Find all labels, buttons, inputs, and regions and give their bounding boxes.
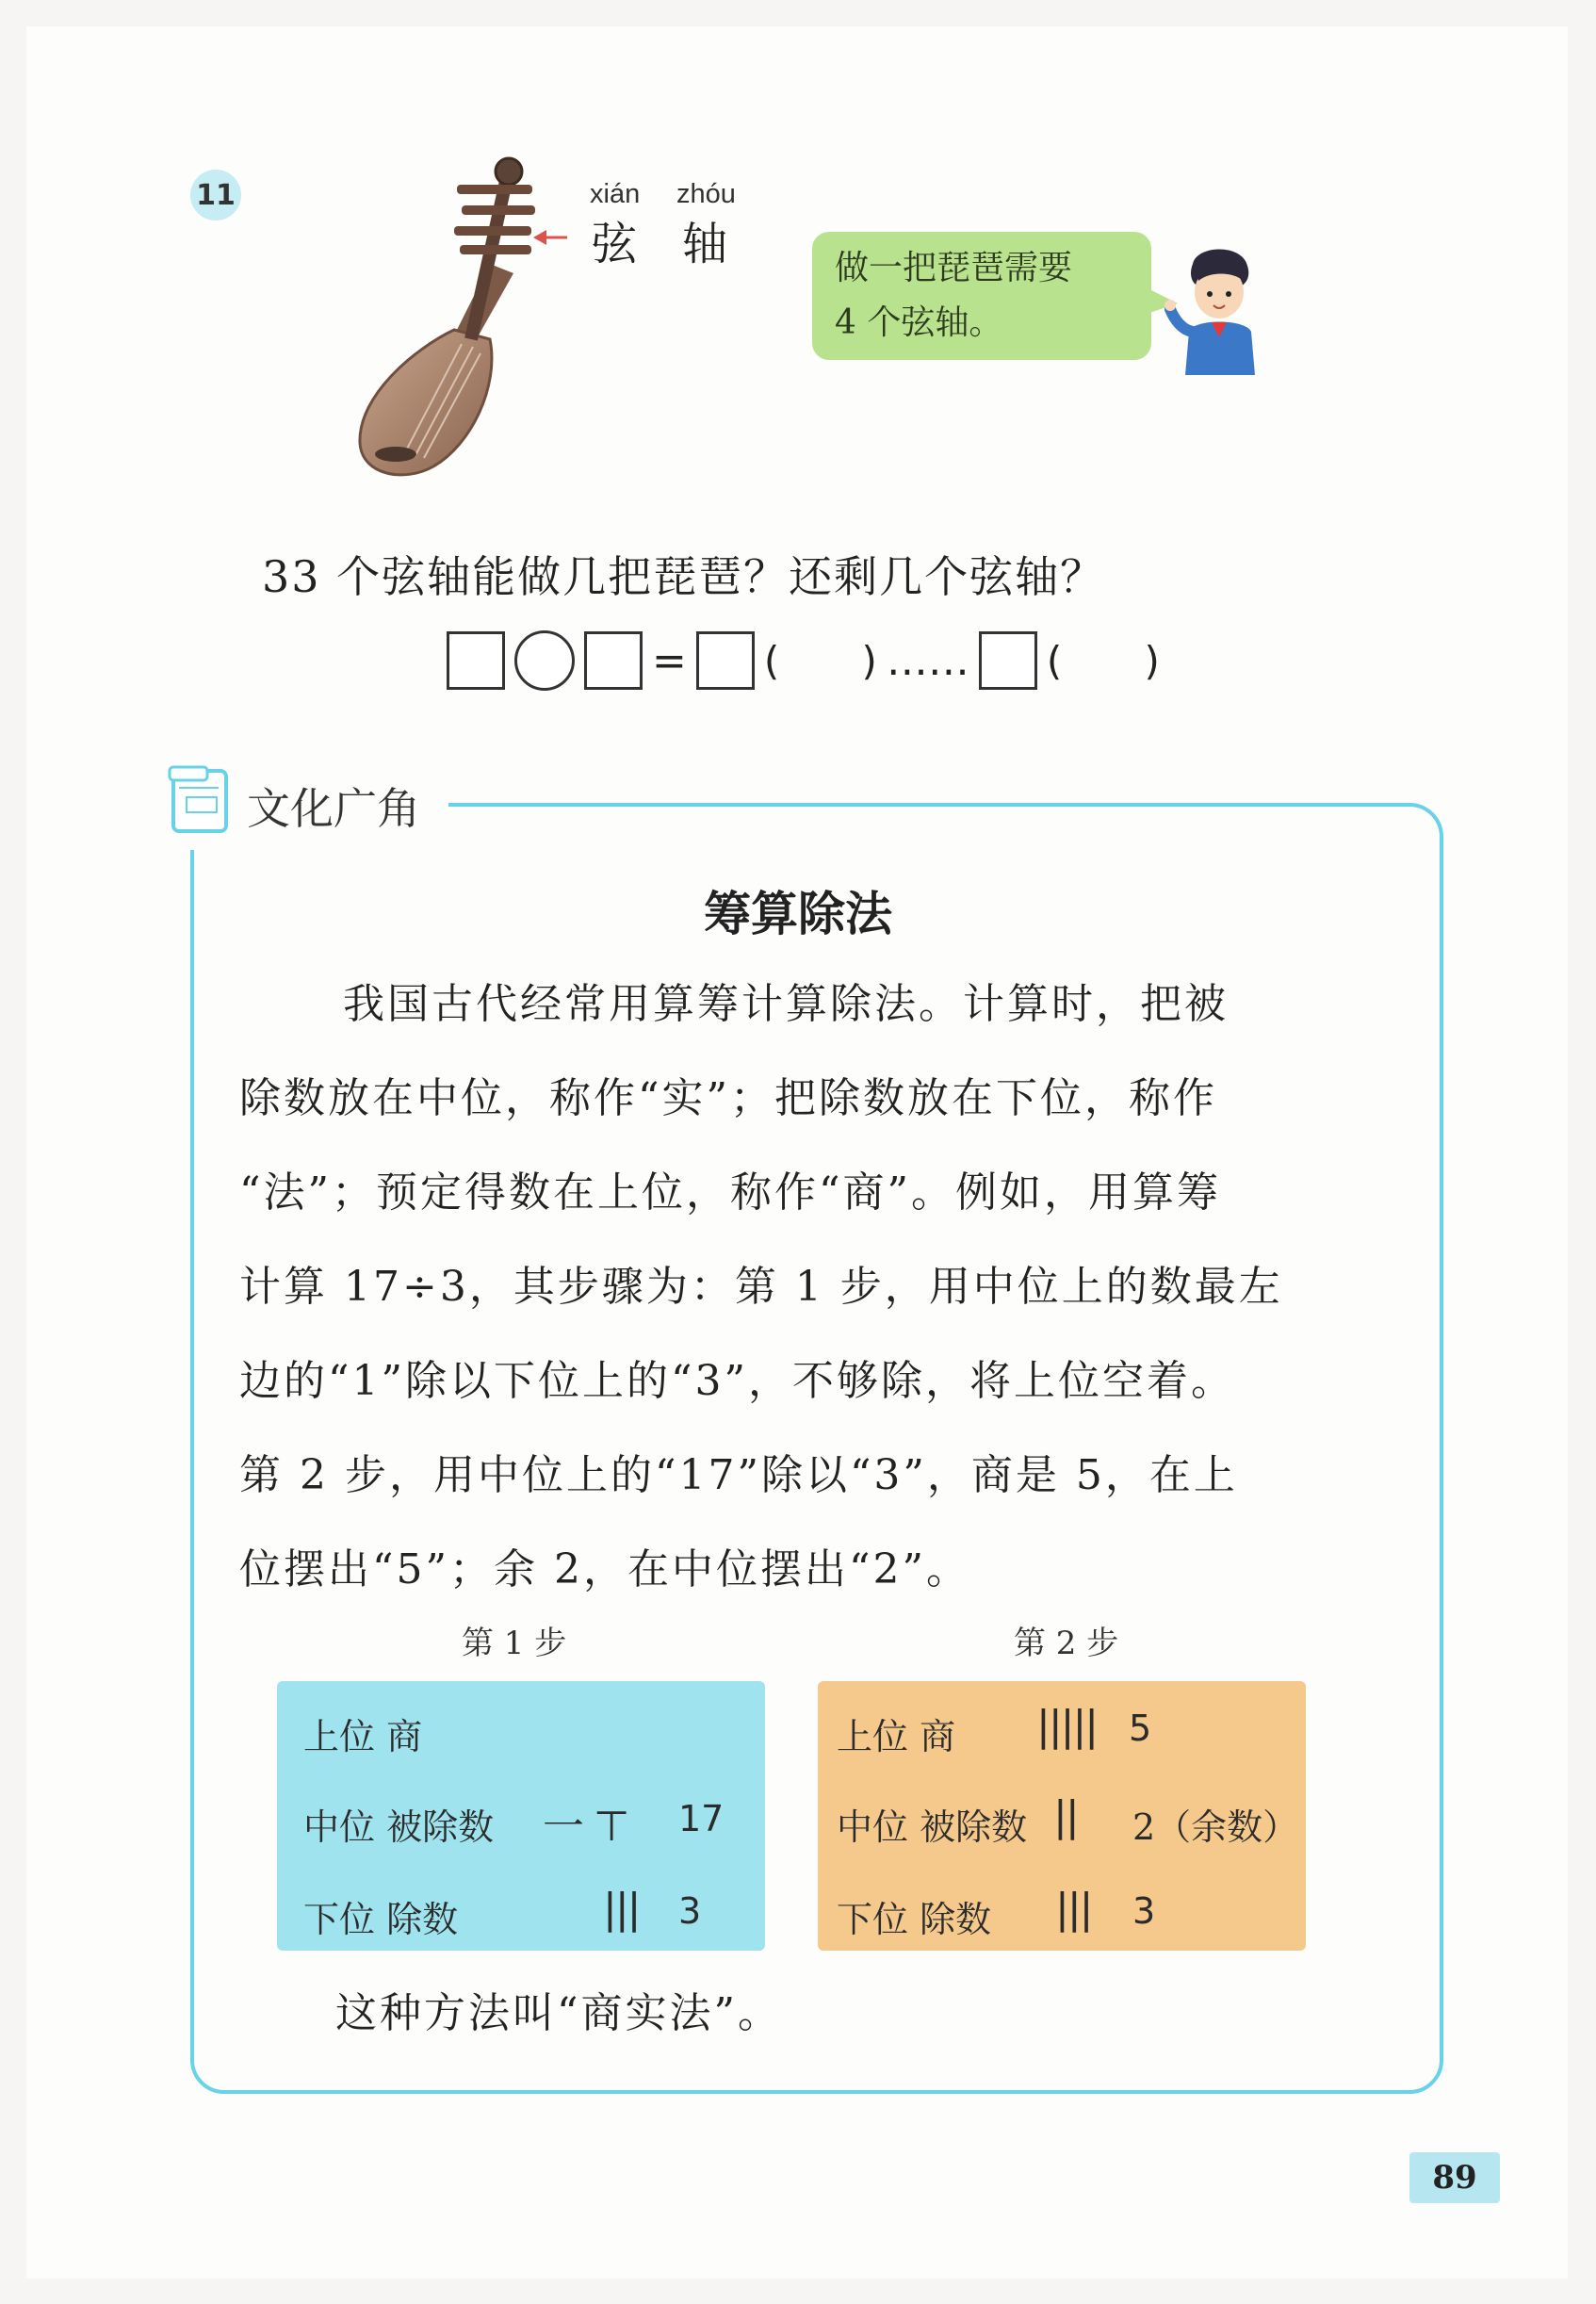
culture-section-title: 文化广角: [247, 783, 420, 834]
speech-text: [835, 241, 1136, 351]
label-zhou: 轴: [682, 218, 728, 270]
close-paren: ): [861, 637, 877, 684]
step1-middle-value: 17: [678, 1798, 725, 1839]
step2-label: 第 2 步: [1014, 1625, 1119, 1662]
open-paren: (: [763, 637, 780, 684]
unit-blank-remainder[interactable]: [1047, 638, 1160, 684]
step1-label: 第 1 步: [462, 1625, 567, 1662]
answer-box-remainder[interactable]: [979, 631, 1037, 690]
unit-blank-quotient[interactable]: [764, 638, 877, 684]
close-paren: ): [1144, 637, 1160, 684]
step2-upper-rods: |||||: [1036, 1702, 1098, 1750]
paragraph-line: 计算 17÷3，其步骤为：第 1 步，用中位上的数最左: [239, 1263, 1283, 1311]
step1-lower-rods: |||: [603, 1885, 640, 1933]
pinyin-xian: xián: [590, 179, 641, 209]
step2-middle-row: 中位 被除数: [837, 1806, 1028, 1848]
step2-upper-value: 5: [1129, 1708, 1152, 1749]
paragraph-line: 我国古代经常用算筹计算除法。计算时，把被: [343, 980, 1229, 1028]
step1-middle-row: 中位 被除数: [303, 1806, 495, 1848]
answer-box-quotient[interactable]: [696, 631, 755, 690]
speech-line-2: 4 个弦轴。: [835, 303, 1003, 342]
step2-middle-value: 2（余数）: [1132, 1806, 1299, 1848]
equals-sign: =: [652, 636, 687, 685]
step2-lower-row: 下位 除数: [837, 1899, 992, 1940]
step2-upper-row: 上位 商: [837, 1716, 956, 1757]
article-title: 筹算除法: [704, 887, 892, 941]
step2-lower-rods: |||: [1055, 1885, 1092, 1933]
boy-character: [1164, 243, 1268, 375]
step2-panel: [818, 1681, 1306, 1951]
book-icon: [166, 760, 237, 835]
step2-lower-value: 3: [1132, 1890, 1156, 1932]
pinyin-zhou: zhóu: [676, 179, 736, 209]
step1-lower-row: 下位 除数: [303, 1899, 459, 1940]
step2-middle-rods: ||: [1053, 1792, 1078, 1840]
paragraph-line: “法”；预定得数在上位，称作“商”。例如，用算筹: [239, 1168, 1221, 1217]
step1-panel: [277, 1681, 765, 1951]
step1-lower-value: 3: [678, 1890, 702, 1932]
paragraph-line: 边的“1”除以下位上的“3”，不够除，将上位空着。: [239, 1357, 1235, 1405]
operator-circle[interactable]: [514, 630, 575, 691]
paragraph-line: 除数放在中位，称作“实”；把除数放在下位，称作: [239, 1074, 1217, 1122]
problem-number-badge: 11: [190, 170, 241, 221]
question-text: 33 个弦轴能做几把琵琶？还剩几个弦轴？: [262, 551, 1106, 602]
answer-box-divisor[interactable]: [584, 631, 643, 690]
open-paren: (: [1046, 637, 1063, 684]
step1-middle-rods: 一 ⊤: [543, 1803, 628, 1851]
paragraph-line: 第 2 步，用中位上的“17”除以“3”，商是 5，在上: [239, 1451, 1238, 1499]
step1-upper-row: 上位 商: [303, 1716, 423, 1757]
article-paragraph: [239, 957, 1408, 1617]
page-number: 89: [1409, 2152, 1500, 2203]
equation-template: [447, 628, 1160, 694]
pipa-illustration: [349, 151, 594, 490]
closing-sentence: 这种方法叫“商实法”。: [335, 1989, 782, 2037]
speech-line-1: 做一把琵琶需要: [835, 249, 1073, 287]
paragraph-line: 位摆出“5”；余 2，在中位摆出“2”。: [239, 1545, 970, 1593]
answer-box-dividend[interactable]: [447, 631, 505, 690]
remainder-dots: ……: [886, 636, 969, 685]
label-xian: 弦: [592, 218, 638, 270]
